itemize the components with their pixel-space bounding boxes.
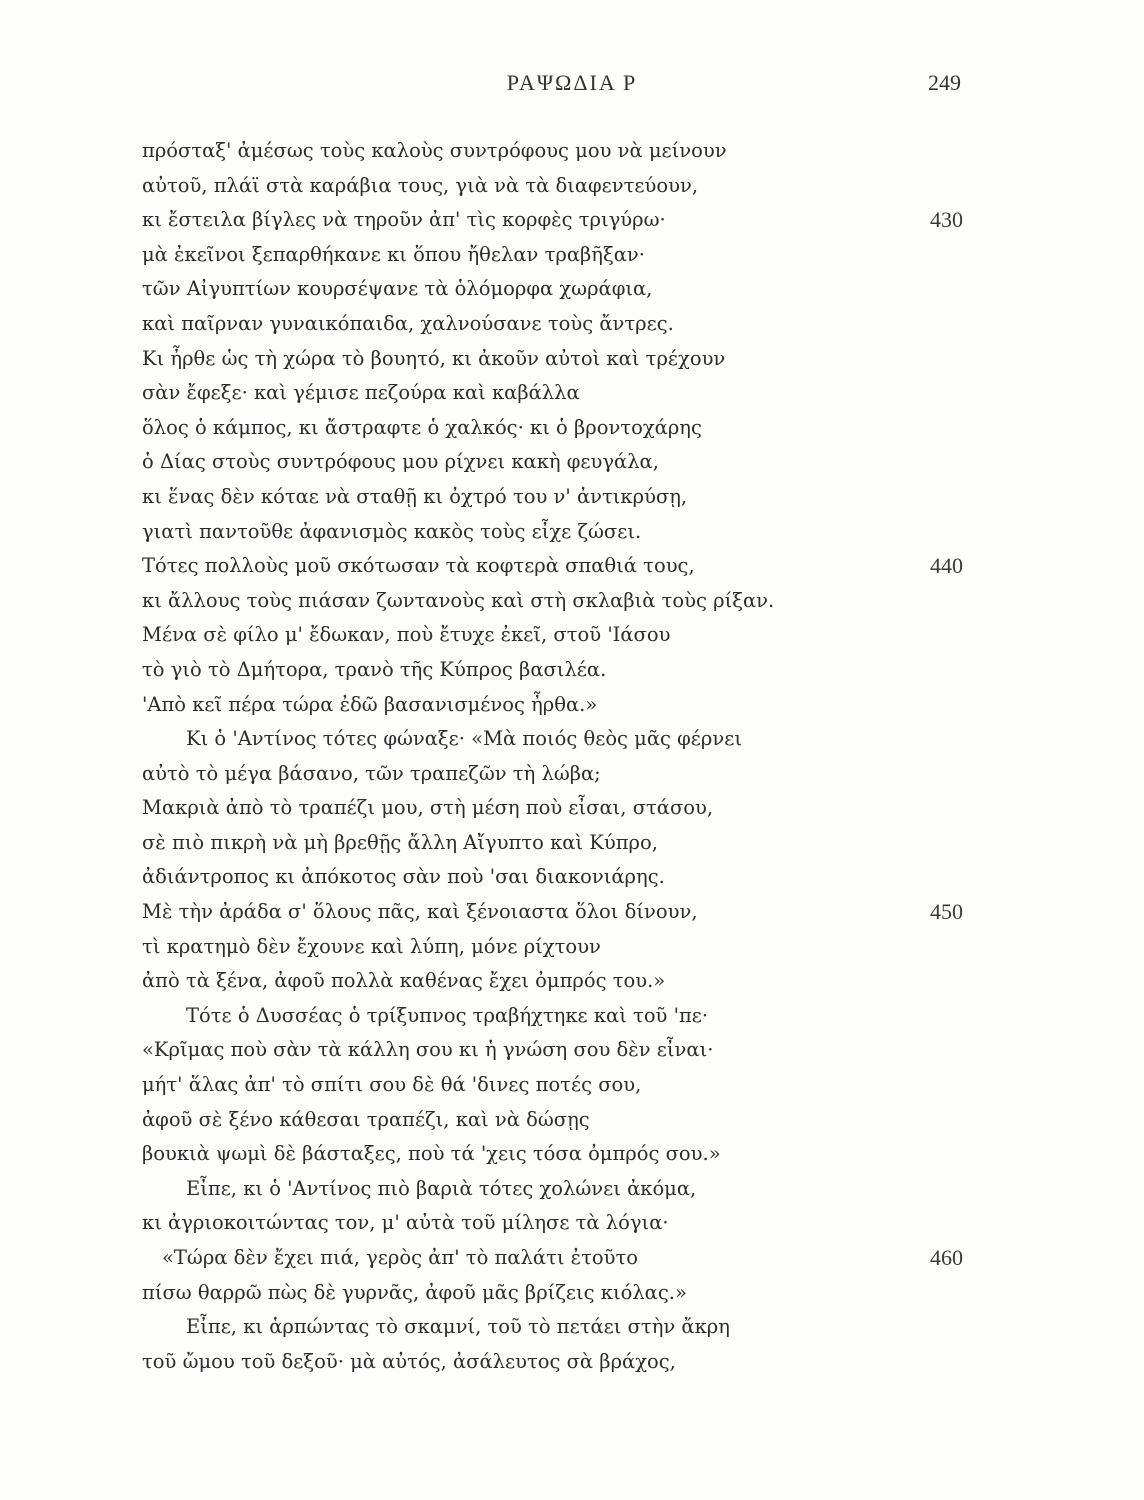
verse-text: μὰ ἐκεῖνοι ξεπαρθήκανε κι ὅπου ἤθελαν τραβῆξαν· <box>142 242 645 266</box>
verse-text: Τότε ὁ Δυσσέας ὁ τρίξυπνος τραβήχτηκε καὶ τοῦ 'πε· <box>186 1003 709 1027</box>
verse-line <box>142 1172 902 1207</box>
verse-line <box>142 895 963 930</box>
running-header-title: ΡΑΨΩΔΙΑ Ρ <box>506 70 638 95</box>
verse-text: «Κρῖμας ποὺ σὰν τὰ κάλλη σου κι ἡ γνώση σου δὲν εἶναι· <box>142 1038 714 1062</box>
verse-line <box>142 307 902 342</box>
verse-line <box>142 480 902 515</box>
verse-line <box>142 1241 963 1276</box>
verse-line <box>142 618 902 653</box>
verse-line <box>142 791 902 826</box>
verse-line <box>142 860 902 895</box>
verse-line <box>142 515 902 550</box>
verse-line <box>142 1137 902 1172</box>
verse-text: Μακριὰ ἀπὸ τὸ τραπέζι μου, στὴ μέση ποὺ εἶσαι, στάσου, <box>142 796 714 820</box>
verse-text: κι ἄλλους τοὺς πιάσαν ζωντανοὺς καὶ στὴ σκλαβιὰ τοὺς ρίξαν. <box>142 588 775 612</box>
verse-line <box>142 134 902 169</box>
verse-text: τῶν Αἰγυπτίων κουρσέψανε τὰ ὁλόμορφα χωράφια, <box>142 277 653 301</box>
verse-text: ἀδιάντροπος κι ἀπόκοτος σὰν ποὺ 'σαι διακονιάρης. <box>142 865 665 889</box>
verse-line <box>142 930 902 965</box>
verse-line <box>142 584 902 619</box>
verse-text: βουκιὰ ψωμὶ δὲ βάσταξες, ποὺ τά 'χεις τόσα ὀμπρός σου.» <box>142 1142 721 1166</box>
verse-line <box>142 964 902 999</box>
verse-line <box>142 169 902 204</box>
verse-line <box>142 1103 902 1138</box>
verse-line <box>142 272 902 307</box>
verse-text: ἀφοῦ σὲ ξένο κάθεσαι τραπέζι, καὶ νὰ δώσῃς <box>142 1107 590 1131</box>
verse-text: Μὲ τὴν ἀράδα σ' ὅλους πᾶς, καὶ ξένοιαστα ὅλοι δίνουν, <box>142 900 698 924</box>
verse-line <box>142 653 902 688</box>
verse-text: αὐτὸ τὸ μέγα βάσανο, τῶν τραπεζῶν τὴ λώβα; <box>142 761 601 785</box>
verse-line <box>142 1068 902 1103</box>
verse-text: ὁ Δίας στοὺς συντρόφους μου ρίχνει κακὴ φευγάλα, <box>142 450 659 474</box>
verse-text: Εἶπε, κι ἁρπώντας τὸ σκαμνί, τοῦ τὸ πετάει στὴν ἄκρη <box>186 1315 730 1339</box>
verse-text: καὶ παῖρναν γυναικόπαιδα, χαλνούσανε τοὺς ἄντρες. <box>142 311 674 335</box>
verse-line <box>142 238 902 273</box>
verse-text: Κι ὁ 'Αντίνος τότες φώναξε· «Μὰ ποιός θεὸς μᾶς φέρνει <box>186 727 742 751</box>
verse-line <box>142 826 902 861</box>
verse-body <box>142 134 963 1379</box>
verse-text: τοῦ ὤμου τοῦ δεξοῦ· μὰ αὐτός, ἀσάλευτος σὰ βράχος, <box>142 1349 676 1373</box>
verse-line <box>142 722 902 757</box>
verse-text: «Τώρα δὲν ἔχει πιά, γερὸς ἀπ' τὸ παλάτι ἐτοῦτο <box>162 1246 639 1269</box>
verse-line <box>142 549 963 584</box>
verse-text: τὸ γιὸ τὸ Δμήτορα, τρανὸ τῆς Κύπρος βασιλέα. <box>142 657 607 681</box>
verse-text: τὶ κρατημὸ δὲν ἔχουνε καὶ λύπη, μόνε ρίχτουν <box>142 934 601 958</box>
verse-text: ἀπὸ τὰ ξένα, ἀφοῦ πολλὰ καθένας ἔχει ὀμπρός του.» <box>142 969 666 993</box>
verse-line <box>142 688 902 723</box>
verse-text: πρόσταξ' ἀμέσως τοὺς καλοὺς συντρόφους μου νὰ μείνουν <box>142 139 727 162</box>
verse-text: αὐτοῦ, πλάϊ στὰ καράβια τους, γιὰ νὰ τὰ διαφεντεύουν, <box>142 173 699 197</box>
verse-line <box>142 1276 902 1311</box>
verse-text: σὰν ἔφεξε· καὶ γέμισε πεζούρα καὶ καβάλλα <box>142 381 580 405</box>
verse-line <box>142 342 902 377</box>
verse-line <box>142 999 902 1034</box>
verse-line <box>142 445 902 480</box>
page-number: 249 <box>928 70 961 95</box>
line-number: 440 <box>930 553 963 579</box>
verse-text: 'Απὸ κεῖ πέρα τώρα ἐδῶ βασανισμένος ἦρθα.» <box>142 692 598 716</box>
verse-text: κι ἔστειλα βίγλες νὰ τηροῦν ἀπ' τὶς κορφὲς τριγύρω· <box>142 208 666 232</box>
verse-line <box>142 376 902 411</box>
verse-line <box>142 1206 902 1241</box>
line-number: 460 <box>930 1245 963 1270</box>
verse-text: κι ἀγριοκοιτώντας τον, μ' αὐτὰ τοῦ μίλησε τὰ λόγια· <box>142 1211 669 1235</box>
verse-text: Κι ἦρθε ὡς τὴ χώρα τὸ βουητό, κι ἀκοῦν αὐτοὶ καὶ τρέχουν <box>142 346 726 370</box>
verse-line <box>142 411 902 446</box>
line-number: 430 <box>930 207 963 233</box>
verse-text: πίσω θαρρῶ πὼς δὲ γυρνᾶς, ἀφοῦ μᾶς βρίζεις κιόλας.» <box>142 1280 687 1304</box>
verse-text: γιατὶ παντοῦθε ἀφανισμὸς κακὸς τοὺς εἶχε ζώσει. <box>142 519 642 543</box>
verse-line <box>142 1033 902 1068</box>
verse-text: ὅλος ὁ κάμπος, κι ἄστραφτε ὁ χαλκός· κι ὁ βροντοχάρης <box>142 415 702 439</box>
verse-line <box>142 203 963 238</box>
verse-text: Εἶπε, κι ὁ 'Αντίνος πιὸ βαριὰ τότες χολώνει ἀκόμα, <box>186 1176 697 1200</box>
verse-text: Τότες πολλοὺς μοῦ σκότωσαν τὰ κοφτερὰ σπαθιά τους, <box>142 554 695 578</box>
verse-text: μήτ' ἅλας ἀπ' τὸ σπίτι σου δὲ θά 'δινες ποτές σου, <box>142 1073 642 1097</box>
verse-line <box>142 1345 902 1380</box>
verse-line <box>142 1310 902 1345</box>
line-number: 450 <box>930 899 963 925</box>
verse-text: Μένα σὲ φίλο μ' ἔδωκαν, ποὺ ἔτυχε ἐκεῖ, στοῦ 'Ιάσου <box>142 623 671 647</box>
verse-text: κι ἕνας δὲν κόταε νὰ σταθῇ κι ὀχτρό του ν' ἀντικρύσῃ, <box>142 484 688 508</box>
verse-text: σὲ πιὸ πικρὴ νὰ μὴ βρεθῇς ἄλλη Αἴγυπτο καὶ Κύπρο, <box>142 830 658 854</box>
verse-line <box>142 757 902 792</box>
